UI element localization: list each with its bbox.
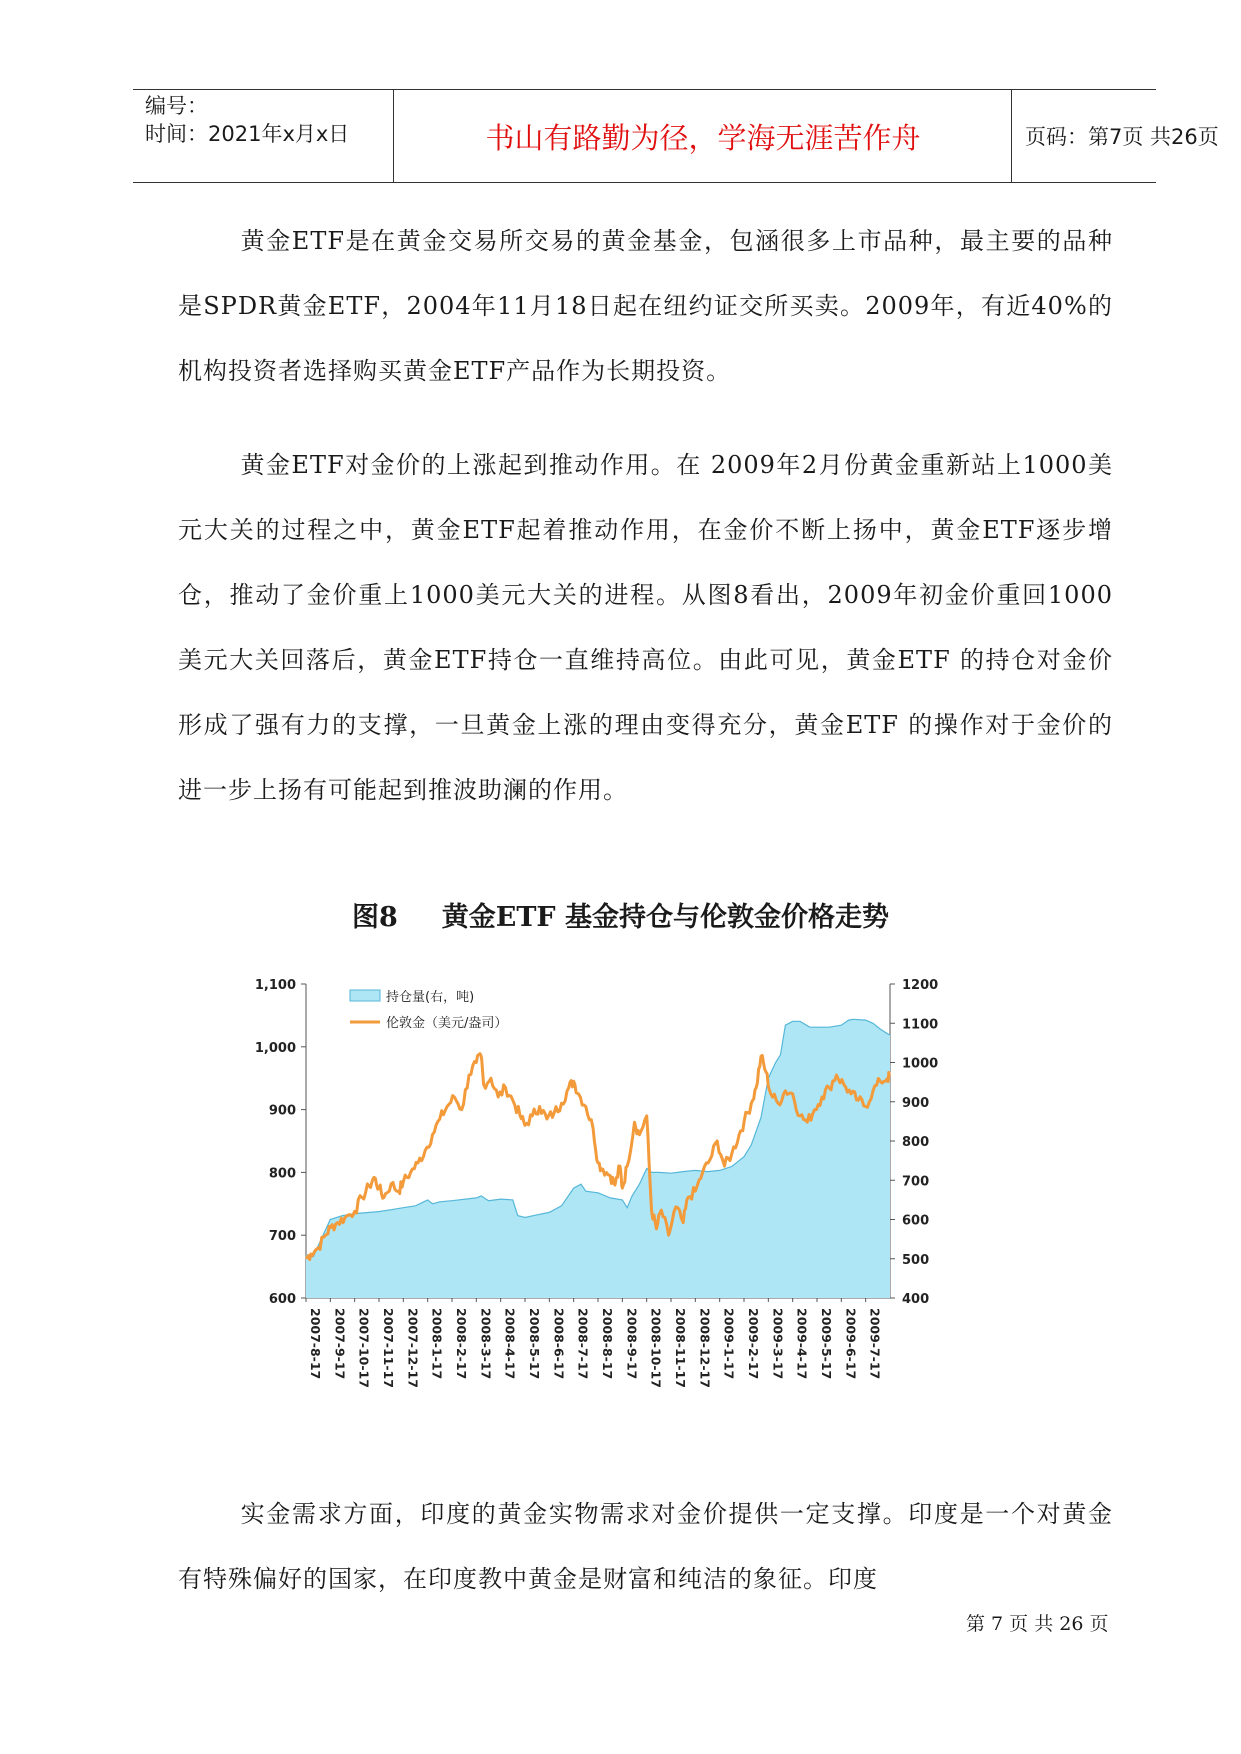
paragraph-text: 黄金ETF是在黄金交易所交易的黄金基金，包涵很多上市品种，最主要的品种是SPDR黄金ETF，2004年11月18日起在纽约证交所买卖。2009年，有近40%的机构投资者选择购买黄金ETF产品作为长期投资。 <box>178 227 1113 385</box>
x-axis-tick-label: 2008-5-17 <box>527 1308 542 1380</box>
paragraph-etf-effect <box>178 433 1113 823</box>
left-axis-tick-label: 600 <box>268 1292 296 1307</box>
x-axis-tick-label: 2009-2-17 <box>746 1308 761 1380</box>
x-axis-tick-label: 2007-9-17 <box>332 1308 348 1380</box>
x-axis-tick-label: 2009-4-17 <box>794 1308 810 1380</box>
left-axis-tick-label: 800 <box>268 1166 296 1182</box>
header-page-label: 页码：第7页 共26页 <box>1025 125 1219 149</box>
x-axis-tick-label: 2008-11-17 <box>673 1308 688 1388</box>
paragraph-text: 黄金ETF对金价的上涨起到推动作用。在 2009年2月份黄金重新站上1000美元大关的过程之中，黄金ETF起着推动作用，在金价不断上扬中，黄金ETF逐步增仓，推动了金价重上1000美元大关的进程。从图8看出，2009年初金价重回1000美元大关回落后，黄金ETF持仓一直维持高位。由此可见，黄金ETF 的持仓对金价形成了强有力的支撑，一旦黄金上涨的理由变得充分，黄金ETF 的操作对于金价的进一步上扬有可能起到推波助澜的作用。 <box>178 451 1113 804</box>
figure-number: 图8 <box>351 902 398 933</box>
etf-gold-chart <box>230 960 1030 1450</box>
chart-legend <box>350 989 507 1031</box>
page-footer: 第 7 页 共 26 页 <box>966 1613 1109 1635</box>
legend-label-gold: 伦敦金（美元/盎司） <box>386 1016 508 1031</box>
x-axis-tick-label: 2009-1-17 <box>721 1308 737 1380</box>
right-axis-tick-label: 400 <box>902 1292 930 1307</box>
header-divider <box>1011 90 1012 182</box>
right-axis-tick-label: 1100 <box>902 1017 939 1033</box>
legend-swatch-holdings <box>350 990 380 1001</box>
legend-label-holdings: 持仓量(右，吨) <box>386 990 475 1005</box>
x-axis-tick-label: 2008-7-17 <box>575 1308 591 1380</box>
document-time-label: 时间：2021年x月x日 <box>145 122 350 146</box>
right-axis-tick-label: 1000 <box>902 1056 939 1072</box>
header-meta <box>145 92 395 180</box>
right-axis-tick-label: 500 <box>902 1252 930 1268</box>
x-axis-tick-label: 2008-9-17 <box>624 1308 640 1380</box>
left-axis-tick-label: 700 <box>268 1229 296 1245</box>
paragraph-text: 实金需求方面，印度的黄金实物需求对金价提供一定支撑。印度是一个对黄金有特殊偏好的国家，在印度教中黄金是财富和纯洁的象征。印度 <box>178 1500 1113 1593</box>
x-axis-tick-label: 2008-10-17 <box>648 1308 664 1388</box>
page-header <box>133 89 1219 183</box>
x-axis-tick-label: 2008-3-17 <box>478 1308 494 1380</box>
left-axis-tick-label: 1,000 <box>254 1040 296 1056</box>
x-axis-tick-label: 2009-7-17 <box>867 1308 883 1380</box>
header-motto: 书山有路勤为径，学海无涯苦作舟 <box>485 120 921 155</box>
right-axis-tick-label: 600 <box>902 1213 930 1229</box>
x-axis-tick-label: 2007-12-17 <box>405 1308 421 1388</box>
x-axis-tick-label: 2008-4-17 <box>502 1308 518 1380</box>
x-axis-tick-label: 2008-2-17 <box>454 1308 469 1380</box>
figure-title: 黄金ETF 基金持仓与伦敦金价格走势 <box>441 902 890 933</box>
header-divider <box>393 90 394 182</box>
right-axis-tick-label: 1200 <box>902 978 939 993</box>
left-axis-tick-label: 900 <box>268 1103 296 1119</box>
x-axis-tick-label: 2008-1-17 <box>429 1308 445 1380</box>
right-axis-tick-label: 900 <box>902 1095 930 1111</box>
x-axis-tick-label: 2008-8-17 <box>600 1308 615 1380</box>
paragraph-india-demand <box>178 1482 1113 1612</box>
right-axis-tick-label: 800 <box>902 1135 930 1150</box>
x-axis-tick-label: 2007-8-17 <box>308 1308 323 1380</box>
document-number-label: 编号： <box>145 94 208 118</box>
paragraph-etf-intro <box>178 209 1113 404</box>
right-axis-tick-label: 700 <box>902 1174 930 1190</box>
left-axis-tick-label: 1,100 <box>254 978 296 993</box>
x-axis-tick-label: 2009-5-17 <box>819 1308 834 1380</box>
x-axis-tick-label: 2007-10-17 <box>356 1308 372 1388</box>
figure-caption <box>0 895 1241 934</box>
x-axis-tick-label: 2007-11-17 <box>381 1308 396 1388</box>
x-axis-tick-label: 2008-12-17 <box>697 1308 713 1388</box>
x-axis-tick-label: 2008-6-17 <box>551 1308 567 1380</box>
x-axis-tick-label: 2009-3-17 <box>770 1308 786 1380</box>
x-axis-tick-label: 2009-6-17 <box>843 1308 859 1380</box>
